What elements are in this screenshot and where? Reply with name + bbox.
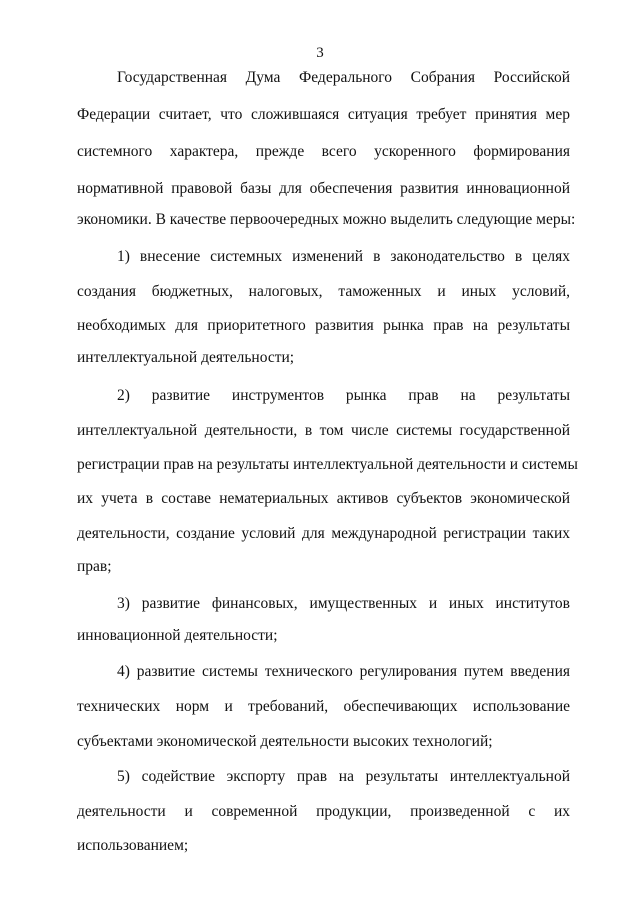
text-line: технических норм и требований, обеспечивающих использование xyxy=(77,698,570,715)
text-line: Государственная Дума Федерального Собрания Российской xyxy=(117,69,570,86)
page-number: 3 xyxy=(316,45,324,61)
text-line: нормативной правовой базы для обеспечения развития инновационной xyxy=(77,180,570,197)
list-item-5-line: 5) содействие экспорту прав на результаты интеллектуальной xyxy=(117,768,570,785)
text-line: экономики. В качестве первоочередных можно выделить следующие меры: xyxy=(77,211,576,228)
text-line: прав; xyxy=(77,558,112,575)
text-line: деятельности и современной продукции, произведенной с их xyxy=(77,803,570,820)
list-item-4-line: 4) развитие системы технического регулирования путем введения xyxy=(117,663,570,680)
text-line: интеллектуальной деятельности, в том числе системы государственной xyxy=(77,422,570,439)
list-item-1-line: 1) внесение системных изменений в законодательство в целях xyxy=(117,248,570,265)
text-line: субъектами экономической деятельности высоких технологий; xyxy=(77,733,493,750)
text-line: их учета в составе нематериальных активов субъектов экономической xyxy=(77,490,570,507)
text-line: деятельности, создание условий для международной регистрации таких xyxy=(77,525,570,542)
list-item-2-line: 2) развитие инструментов рынка прав на результаты xyxy=(117,387,570,404)
text-line: регистрации прав на результаты интеллектуальной деятельности и системы xyxy=(77,456,578,473)
text-line: использованием; xyxy=(77,837,189,854)
text-line: инновационной деятельности; xyxy=(77,627,278,644)
text-line: системного характера, прежде всего ускоренного формирования xyxy=(77,143,570,160)
text-line: Федерации считает, что сложившаяся ситуация требует принятия мер xyxy=(77,106,570,123)
text-line: необходимых для приоритетного развития рынка прав на результаты xyxy=(77,317,570,334)
list-item-3-line: 3) развитие финансовых, имущественных и иных институтов xyxy=(117,595,570,612)
text-line: интеллектуальной деятельности; xyxy=(77,349,295,366)
text-line: создания бюджетных, налоговых, таможенных и иных условий, xyxy=(77,283,570,300)
